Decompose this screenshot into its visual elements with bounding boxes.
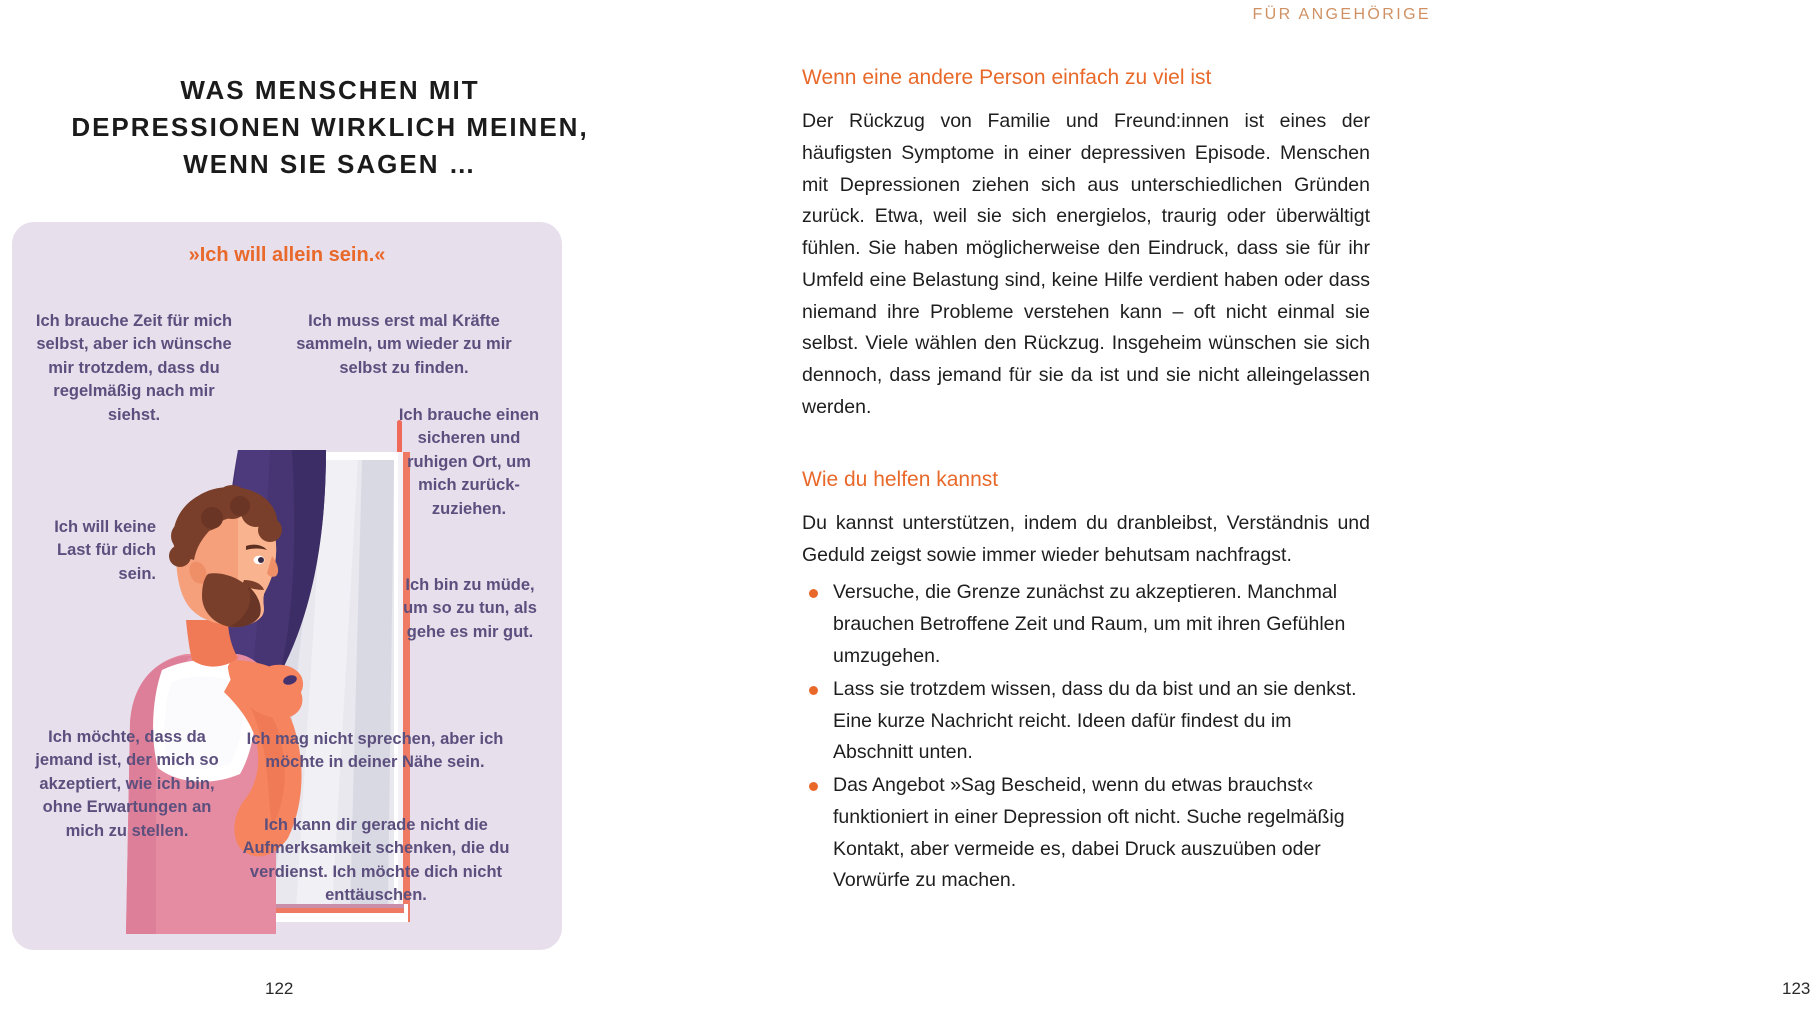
bullet-dot-icon [809,589,818,598]
list-item-text: Das Angebot »Sag Bescheid, wenn du etwas brauchst« funktioniert in einer Depression oft nicht. Suche regelmäßig Kontakt, aber vermeide es, dabei Druck auszuüben oder Vorwürfe zu machen. [833,774,1345,892]
quote-bubble-3: Ich brauche einen sicheren und ruhigen Ort, um mich zurückzuziehen. [398,406,540,518]
quote-bubble-6: Ich möchte, dass da jemand ist, der mich so akzeptiert, wie ich bin, ohne Erwartungen an mich zu stellen. [35,728,219,840]
quote-bubble-5: Ich bin zu müde, um so zu tun, als gehe es mir gut. [403,576,537,641]
quote-bubble-4: Ich will keine Last für dich sein. [54,518,156,583]
help-bullet-list [802,577,1370,897]
list-item-text: Lass sie trotzdem wissen, dass du da bist und an sie denkst. Eine kurze Nachricht reicht. Ideen dafür findest du im Abschnitt unten. [833,677,1357,764]
quote-card-heading: »Ich will allein sein.« [188,244,386,266]
page-title [0,72,660,183]
running-head: FÜR ANGEHÖRIGE [1252,6,1431,23]
quote-bubble-8: Ich kann dir gerade nicht die Aufmerksamkeit schenken, die du verdienst. Ich möchte dich nicht enttäuschen. [242,816,510,905]
list-item-text: Versuche, die Grenze zunächst zu akzeptieren. Manchmal brauchen Betroffene Zeit und Raum, um mit ihren Gefühlen umzugehen. [833,581,1346,667]
section-paragraph-2: Du kannst unterstützen, indem du dranbleibst, Verständnis und Geduld zeigst sowie immer wieder behutsam nachfragst. [802,511,1370,566]
page-title-line-2: DEPRESSIONEN WIRKLICH MEINEN, [71,111,589,142]
quote-bubble-7: Ich mag nicht sprechen, aber ich möchte in deiner Nähe sein. [246,730,504,772]
bullet-dot-icon [809,782,818,791]
section-heading-2: Wie du helfen kannst [802,467,999,491]
quote-card [12,222,562,950]
list-item [802,577,1370,672]
list-item [802,770,1370,897]
page-left [0,0,722,1017]
bullet-dot-icon [809,686,818,695]
folio-right: 123 [1782,979,1810,998]
quote-bubble-2: Ich muss erst mal Kräfte sammeln, um wieder zu mir selbst zu finden. [296,312,512,377]
folio-left: 122 [265,979,294,998]
section-paragraph-1: Der Rückzug von Familie und Freund:innen ist eines der häufigsten Symptome in einer depressiven Episode. Menschen mit Depressionen ziehen sich aus unterschiedlichen Gründen zurück. Etwa, weil sie sich energielos, traurig oder überwältigt fühlen. Sie haben möglicherweise den Eindruck, dass sie für ihr Umfeld eine Belastung sind, keine Hilfe verdient haben oder dass niemand ihre Probleme verstehen kann – oft nicht einmal sie selbst. Viele wählen den Rückzug. Insgeheim wünschen sie sich dennoch, dass jemand für sie da ist und sie nicht alleingelassen werden. [802,110,1370,419]
page-title-line-1: WAS MENSCHEN MIT [180,75,480,105]
list-item [802,674,1370,769]
quote-bubble-1: Ich brauche Zeit für mich selbst, aber ich wünsche mir trotzdem, dass du regelmäßig nach mir siehst. [35,312,233,424]
body-column [802,66,1370,898]
page-title-line-3: WENN SIE SAGEN … [183,148,477,179]
page-right [722,0,1810,1017]
section-heading-1: Wenn eine andere Person einfach zu viel ist [802,66,1212,89]
